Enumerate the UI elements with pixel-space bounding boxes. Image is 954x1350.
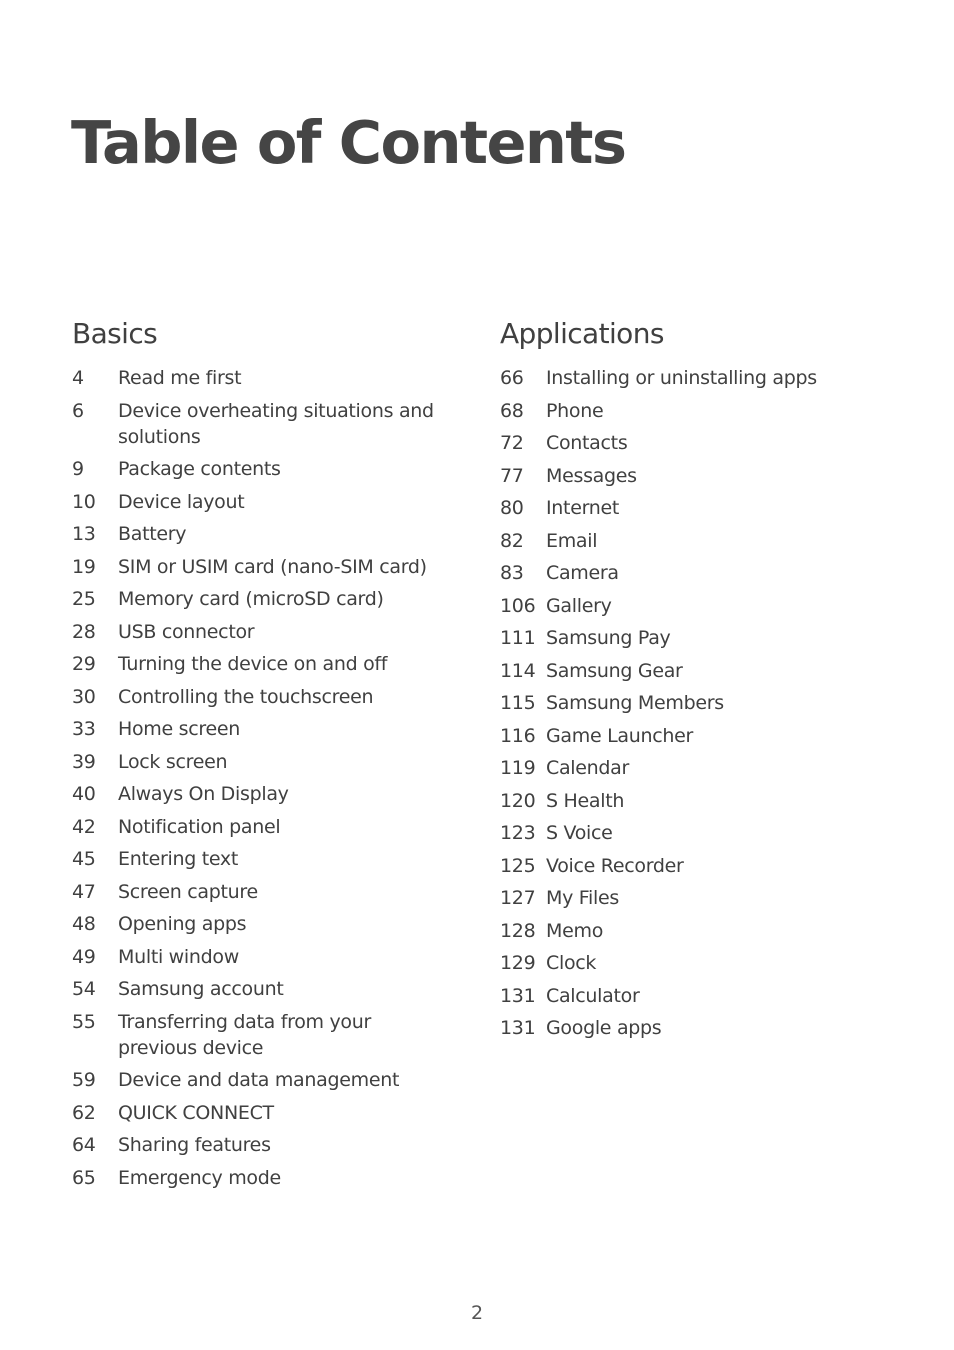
toc-page-number: 111 — [500, 627, 536, 649]
toc-entry-label: Game Launcher — [546, 724, 694, 747]
toc-entry-label: Device layout — [118, 490, 245, 513]
toc-entry[interactable] — [72, 651, 452, 677]
toc-entry-label: Samsung Pay — [546, 627, 671, 649]
toc-entry[interactable] — [500, 560, 880, 586]
toc-page-number: 116 — [500, 724, 536, 747]
toc-entry-label: Battery — [118, 523, 187, 545]
toc-page-number: 72 — [500, 432, 524, 454]
toc-page-number: 49 — [72, 945, 96, 968]
toc-entry[interactable] — [72, 814, 452, 840]
toc-entry[interactable] — [72, 976, 452, 1002]
toc-page-number: 42 — [72, 815, 96, 838]
toc-entry[interactable] — [72, 911, 452, 937]
toc-entry[interactable] — [500, 495, 880, 521]
toc-page-number: 45 — [72, 848, 96, 870]
basics-section — [72, 314, 452, 1197]
toc-entry-label: Memory card (microSD card) — [118, 588, 384, 610]
toc-page-number: 39 — [72, 750, 96, 773]
toc-page-number: 62 — [72, 1101, 96, 1124]
toc-page-number: 129 — [500, 952, 536, 974]
toc-entry-label: Internet — [546, 497, 620, 519]
toc-entry-label: My Files — [546, 887, 619, 909]
toc-entry[interactable] — [72, 1165, 452, 1191]
applications-section — [500, 314, 880, 1048]
toc-page-number: 47 — [72, 880, 96, 903]
toc-entry[interactable] — [72, 944, 452, 970]
toc-page-number: 127 — [500, 887, 536, 909]
toc-entry[interactable] — [72, 1100, 452, 1126]
toc-page-number: 120 — [500, 789, 536, 812]
toc-page-number: 128 — [500, 919, 536, 942]
toc-entry[interactable] — [72, 749, 452, 775]
toc-entry[interactable] — [72, 554, 452, 580]
toc-page-number: 55 — [72, 1010, 96, 1033]
toc-entry[interactable] — [72, 619, 452, 645]
toc-page-number: 40 — [72, 783, 96, 805]
toc-entry-label: Contacts — [546, 432, 628, 454]
toc-entry-label: Device overheating situations and solutions — [118, 399, 434, 448]
toc-page-number: 83 — [500, 562, 524, 584]
toc-entry[interactable] — [72, 1067, 452, 1093]
page-title: Table of Contents — [71, 108, 626, 177]
toc-page-number: 119 — [500, 757, 536, 779]
toc-page-number: 77 — [500, 464, 524, 487]
basics-heading: Basics — [72, 317, 158, 350]
toc-page-number: 115 — [500, 692, 536, 714]
toc-entry-label: Entering text — [118, 848, 239, 870]
toc-entry-label: Email — [546, 529, 598, 552]
toc-entry[interactable] — [500, 365, 880, 391]
toc-entry-label: Samsung Members — [546, 692, 724, 714]
toc-entry-label: Lock screen — [118, 750, 228, 773]
toc-page-number: 125 — [500, 854, 536, 877]
toc-page-number: 106 — [500, 594, 536, 617]
toc-entry-label: Turning the device on and off — [118, 653, 388, 675]
toc-entry-label: Package contents — [118, 458, 281, 480]
toc-entry[interactable] — [72, 781, 452, 807]
toc-entry[interactable] — [500, 463, 880, 489]
toc-page-number: 25 — [72, 588, 96, 610]
toc-entry[interactable] — [500, 950, 880, 976]
toc-entry-label: Sharing features — [118, 1134, 271, 1156]
page-number: 2 — [470, 1302, 484, 1324]
toc-entry[interactable] — [500, 1015, 880, 1041]
toc-entry-label: Controlling the touchscreen — [118, 685, 374, 708]
toc-entry[interactable] — [500, 690, 880, 716]
toc-entry-label: Google apps — [546, 1017, 662, 1039]
toc-entry[interactable] — [72, 586, 452, 612]
toc-page-number: 65 — [72, 1166, 96, 1189]
toc-entry[interactable] — [72, 846, 452, 872]
toc-page-number: 29 — [72, 653, 96, 675]
toc-entry-label: Phone — [546, 399, 604, 422]
toc-entry[interactable] — [72, 716, 452, 742]
toc-entry-label: SIM or USIM card (nano-SIM card) — [118, 555, 427, 578]
toc-entry[interactable] — [72, 879, 452, 905]
toc-entry[interactable] — [500, 853, 880, 879]
toc-entry[interactable] — [500, 593, 880, 619]
applications-toc-list — [500, 365, 880, 1041]
toc-page-number: 54 — [72, 978, 96, 1000]
toc-page-number: 19 — [72, 555, 96, 578]
toc-entry[interactable] — [500, 625, 880, 651]
toc-entry-label: Home screen — [118, 718, 241, 740]
applications-heading: Applications — [500, 317, 664, 350]
toc-entry-label: Opening apps — [118, 913, 247, 935]
toc-entry-label: Calendar — [546, 757, 630, 779]
toc-entry[interactable] — [500, 528, 880, 554]
toc-entry-label: S Voice — [546, 822, 613, 844]
toc-page-number: 114 — [500, 659, 536, 682]
toc-page-number: 123 — [500, 822, 536, 844]
basics-toc-list — [72, 365, 452, 1191]
toc-page-number: 80 — [500, 497, 524, 519]
toc-entry-label: USB connector — [118, 620, 255, 643]
toc-page-number: 6 — [72, 399, 84, 422]
toc-entry-label: Samsung account — [118, 978, 284, 1000]
toc-entry-label: Installing or uninstalling apps — [546, 367, 817, 389]
toc-page-number: 30 — [72, 685, 96, 708]
toc-page-number: 9 — [72, 458, 84, 480]
toc-entry[interactable] — [500, 983, 880, 1009]
toc-page-number: 10 — [72, 490, 96, 513]
toc-page-number: 4 — [72, 367, 84, 389]
toc-entry-label: Gallery — [546, 594, 612, 617]
toc-entry-label: Clock — [546, 952, 597, 974]
toc-entry[interactable] — [500, 430, 880, 456]
toc-entry[interactable] — [72, 1132, 452, 1158]
toc-entry[interactable] — [500, 885, 880, 911]
toc-entry-label: Calculator — [546, 984, 640, 1007]
toc-entry-label: Camera — [546, 562, 619, 584]
toc-entry-label: Messages — [546, 464, 637, 487]
toc-page-number: 64 — [72, 1134, 96, 1156]
toc-page-number: 48 — [72, 913, 96, 935]
toc-page-number: 82 — [500, 529, 524, 552]
toc-entry[interactable] — [500, 398, 880, 424]
toc-entry-label: Voice Recorder — [546, 854, 684, 877]
toc-entry-label: Multi window — [118, 945, 239, 968]
toc-page-number: 131 — [500, 1017, 536, 1039]
toc-page-number: 131 — [500, 984, 536, 1007]
toc-entry-label: Transferring data from your previous device — [118, 1010, 372, 1059]
toc-entry[interactable] — [500, 755, 880, 781]
toc-entry[interactable] — [500, 658, 880, 684]
toc-entry-label: QUICK CONNECT — [118, 1101, 274, 1124]
toc-entry-label: Memo — [546, 919, 604, 942]
toc-entry[interactable] — [500, 788, 880, 814]
toc-entry-label: Read me first — [118, 367, 242, 389]
toc-entry[interactable] — [72, 365, 452, 391]
toc-entry[interactable] — [500, 723, 880, 749]
toc-entry-label: Always On Display — [118, 783, 289, 805]
toc-entry[interactable] — [72, 398, 452, 450]
toc-entry[interactable] — [72, 521, 452, 547]
toc-entry-label: Screen capture — [118, 880, 258, 903]
toc-page-number: 66 — [500, 367, 524, 389]
toc-entry[interactable] — [72, 1009, 452, 1061]
toc-entry[interactable] — [72, 456, 452, 482]
toc-page-number: 33 — [72, 718, 96, 740]
toc-entry-label: Device and data management — [118, 1069, 400, 1091]
toc-entry[interactable] — [500, 918, 880, 944]
toc-entry-label: S Health — [546, 789, 625, 812]
toc-entry[interactable] — [72, 684, 452, 710]
toc-page-number: 28 — [72, 620, 96, 643]
toc-entry[interactable] — [72, 489, 452, 515]
toc-page-number: 13 — [72, 523, 96, 545]
toc-entry[interactable] — [500, 820, 880, 846]
toc-page-number: 59 — [72, 1069, 96, 1091]
toc-page-number: 68 — [500, 399, 524, 422]
toc-entry-label: Notification panel — [118, 815, 281, 838]
toc-entry-label: Samsung Gear — [546, 659, 683, 682]
toc-entry-label: Emergency mode — [118, 1166, 281, 1189]
